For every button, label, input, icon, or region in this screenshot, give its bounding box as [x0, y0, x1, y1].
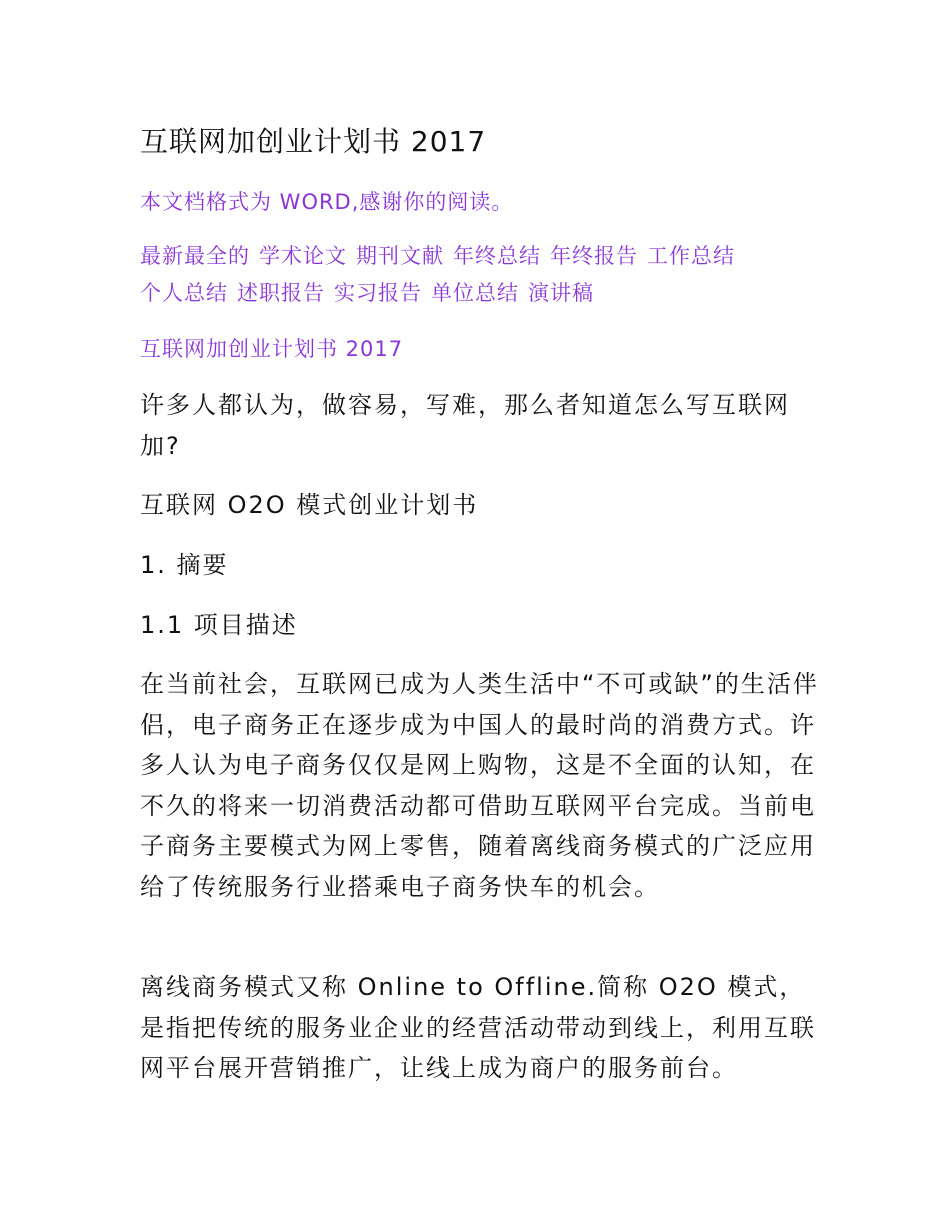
tag-link[interactable]: 述职报告 — [237, 281, 325, 305]
tag-link[interactable]: 期刊文献 — [356, 244, 444, 268]
tag-link[interactable]: 工作总结 — [647, 244, 735, 268]
document-subtitle: 互联网加创业计划书 2017 — [140, 337, 404, 361]
project-description-heading: 1.1 项目描述 — [140, 611, 298, 639]
tag-link[interactable]: 学术论文 — [259, 244, 347, 268]
body-paragraph: 离线商务模式又称 Online to Offline.简称 O2O 模式，是指把传统的服务业企业的经营活动带动到线上，利用互联网平台展开营销推广，让线上成为商户的服务前台。 — [140, 973, 816, 1082]
summary-heading: 1. 摘要 — [140, 551, 229, 579]
tag-link[interactable]: 个人总结 — [140, 281, 228, 305]
tag-list — [140, 238, 820, 312]
plan-heading: 互联网 O2O 模式创业计划书 — [140, 491, 479, 519]
tag-link[interactable]: 实习报告 — [334, 281, 422, 305]
tag-link[interactable]: 年终报告 — [550, 244, 638, 268]
tag-link[interactable]: 演讲稿 — [528, 281, 594, 305]
body-paragraph: 在当前社会，互联网已成为人类生活中“不可或缺”的生活伴侣，电子商务正在逐步成为中国人的最时尚的消费方式。许多人认为电子商务仅仅是网上购物，这是不全面的认知，在不久的将来一切消费活动都可借助互联网平台完成。当前电子商务主要模式为网上零售，随着离线商务模式的广泛应用给了传统服务行业搭乘电子商务快车的机会。 — [140, 670, 819, 901]
tag-link[interactable]: 单位总结 — [431, 281, 519, 305]
format-note: 本文档格式为 WORD,感谢你的阅读。 — [140, 190, 514, 214]
tag-link[interactable]: 年终总结 — [453, 244, 541, 268]
document-title: 互联网加创业计划书 2017 — [140, 125, 487, 158]
tag-link[interactable]: 最新最全的 — [140, 244, 250, 268]
intro-paragraph: 许多人都认为，做容易，写难，那么者知道怎么写互联网加? — [140, 391, 790, 460]
